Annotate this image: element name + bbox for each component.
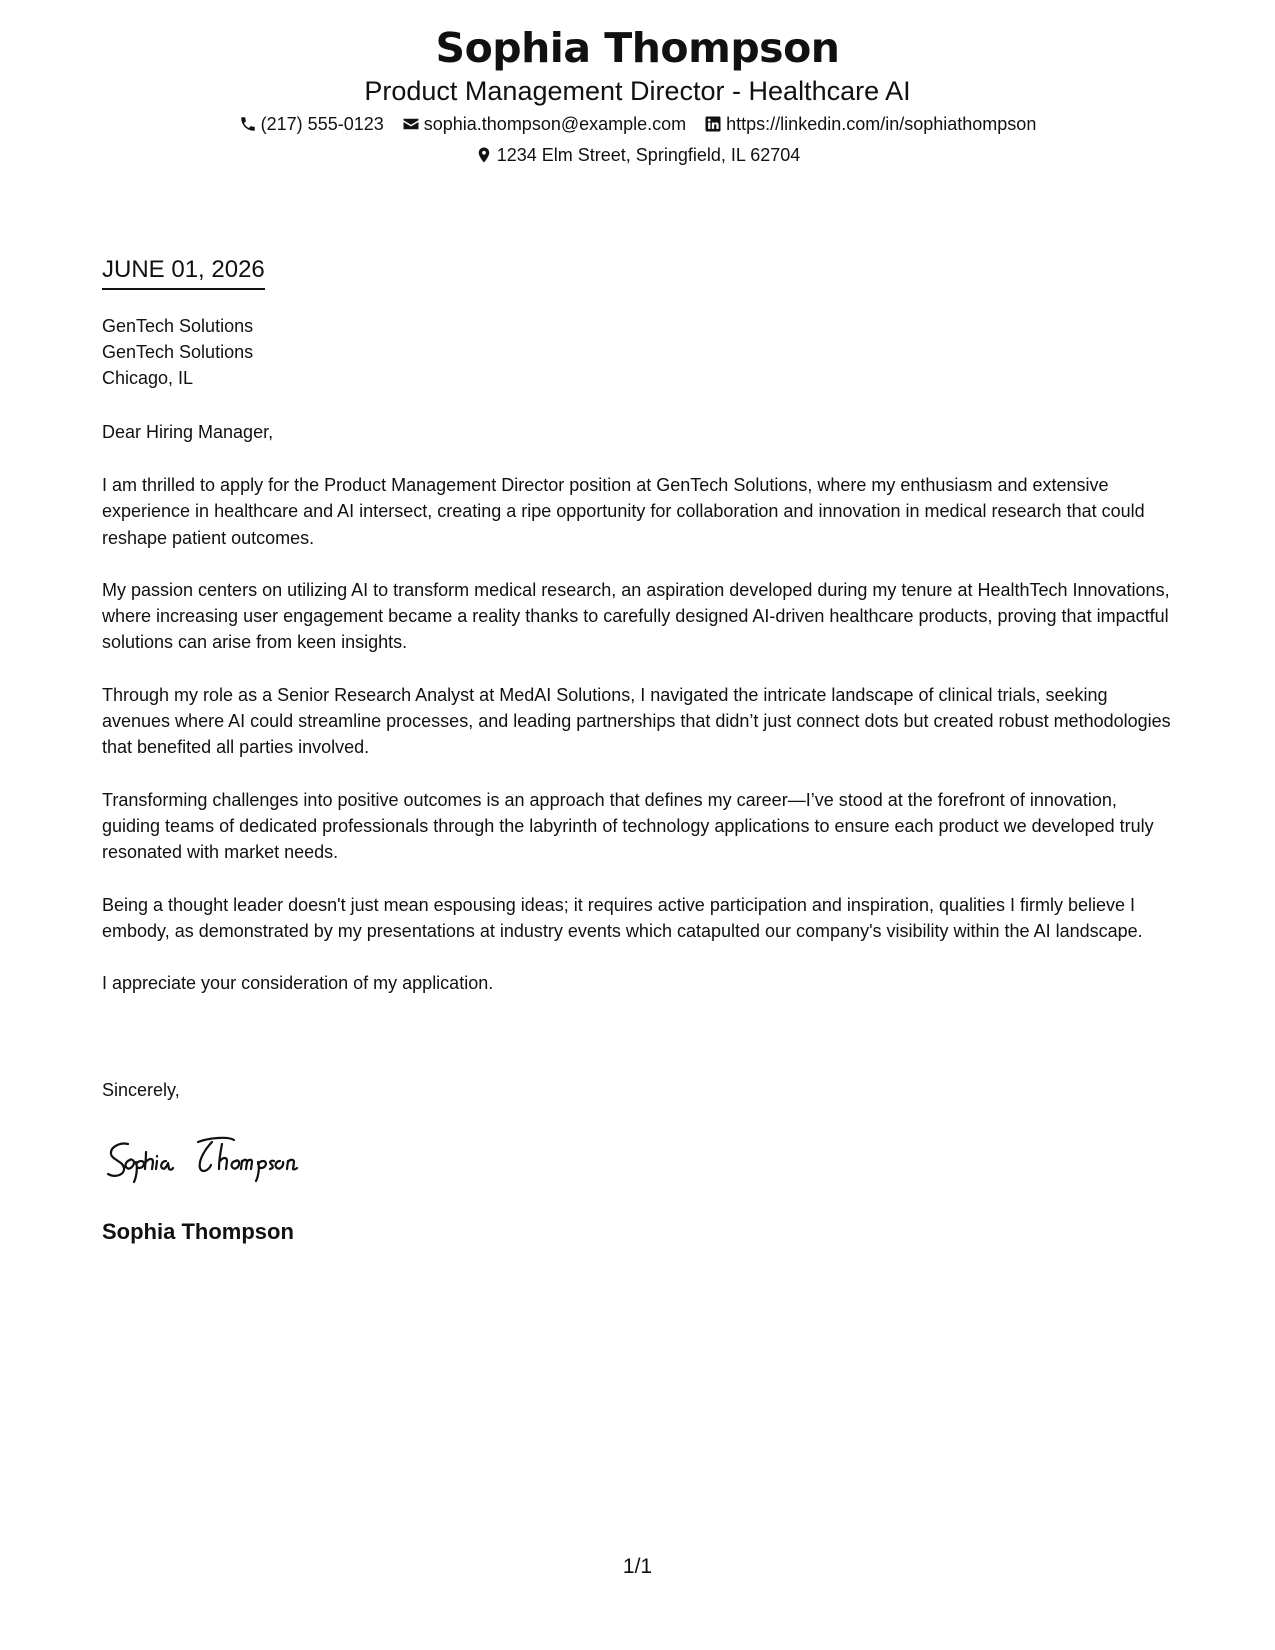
recipient-line: GenTech Solutions bbox=[102, 342, 254, 362]
letter-body bbox=[102, 472, 1177, 1022]
map-pin-icon bbox=[475, 146, 493, 164]
email-address: sophia.thompson@example.com bbox=[423, 114, 687, 134]
email-contact bbox=[402, 112, 686, 136]
street-address: 1234 Elm Street, Springfield, IL 62704 bbox=[496, 145, 801, 165]
phone-contact bbox=[239, 112, 384, 136]
linkedin-icon bbox=[704, 115, 722, 133]
closing: Sincerely, bbox=[102, 1080, 180, 1100]
address-contact bbox=[475, 143, 801, 167]
recipient-line: Chicago, IL bbox=[102, 368, 194, 388]
linkedin-url: https://linkedin.com/in/sophiathompson bbox=[726, 114, 1037, 134]
body-paragraph: I am thrilled to apply for the Product Management Director position at GenTech Solutions, where my enthusiasm and extensive experience in healthcare and AI intersect, creating a ripe opportunity for collaboration and innovation in medical research that could reshape patient outcomes. bbox=[102, 475, 1145, 548]
sender-title: Product Management Director - Healthcare AI bbox=[364, 76, 911, 106]
body-paragraph: Being a thought leader doesn't just mean espousing ideas; it requires active participation and inspiration, qualities I firmly believe I embody, as demonstrated by my presentations at industry events which catapulted our company's visibility within the AI landscape. bbox=[102, 894, 1143, 941]
body-paragraph: Transforming challenges into positive outcomes is an approach that defines my career—I’ve stood at the forefront of innovation, guiding teams of dedicated professionals through the labyrinth of technology applications to ensure each product we developed truly resonated with market needs. bbox=[102, 789, 1154, 863]
signer-name: Sophia Thompson bbox=[102, 1219, 294, 1244]
phone-number: (217) 555-0123 bbox=[260, 114, 384, 134]
letter-date: JUNE 01, 2026 bbox=[102, 254, 265, 290]
body-paragraph: I appreciate your consideration of my application. bbox=[102, 973, 494, 994]
letter-header bbox=[0, 22, 1275, 167]
page-number: 1/1 bbox=[622, 1555, 653, 1578]
address-row bbox=[0, 143, 1275, 167]
contact-row bbox=[0, 112, 1275, 136]
linkedin-contact bbox=[704, 112, 1036, 136]
recipient-block bbox=[102, 313, 1177, 391]
handwritten-signature bbox=[102, 1130, 362, 1184]
recipient-line: GenTech Solutions bbox=[102, 316, 254, 336]
salutation: Dear Hiring Manager, bbox=[102, 422, 274, 442]
envelope-icon bbox=[402, 115, 420, 133]
body-paragraph: Through my role as a Senior Research Analyst at MedAI Solutions, I navigated the intricate landscape of clinical trials, seeking avenues where AI could streamline processes, and leading partnerships that didn’t just connect dots but created robust methodologies that benefited all parties involved. bbox=[102, 684, 1171, 758]
sender-name: Sophia Thompson bbox=[435, 24, 840, 72]
body-paragraph: My passion centers on utilizing AI to transform medical research, an aspiration developed during my tenure at HealthTech Innovations, where increasing user engagement became a reality thanks to carefully designed AI-driven healthcare products, proving that impactful solutions can arise from keen insights. bbox=[102, 579, 1170, 653]
phone-icon bbox=[239, 115, 257, 133]
